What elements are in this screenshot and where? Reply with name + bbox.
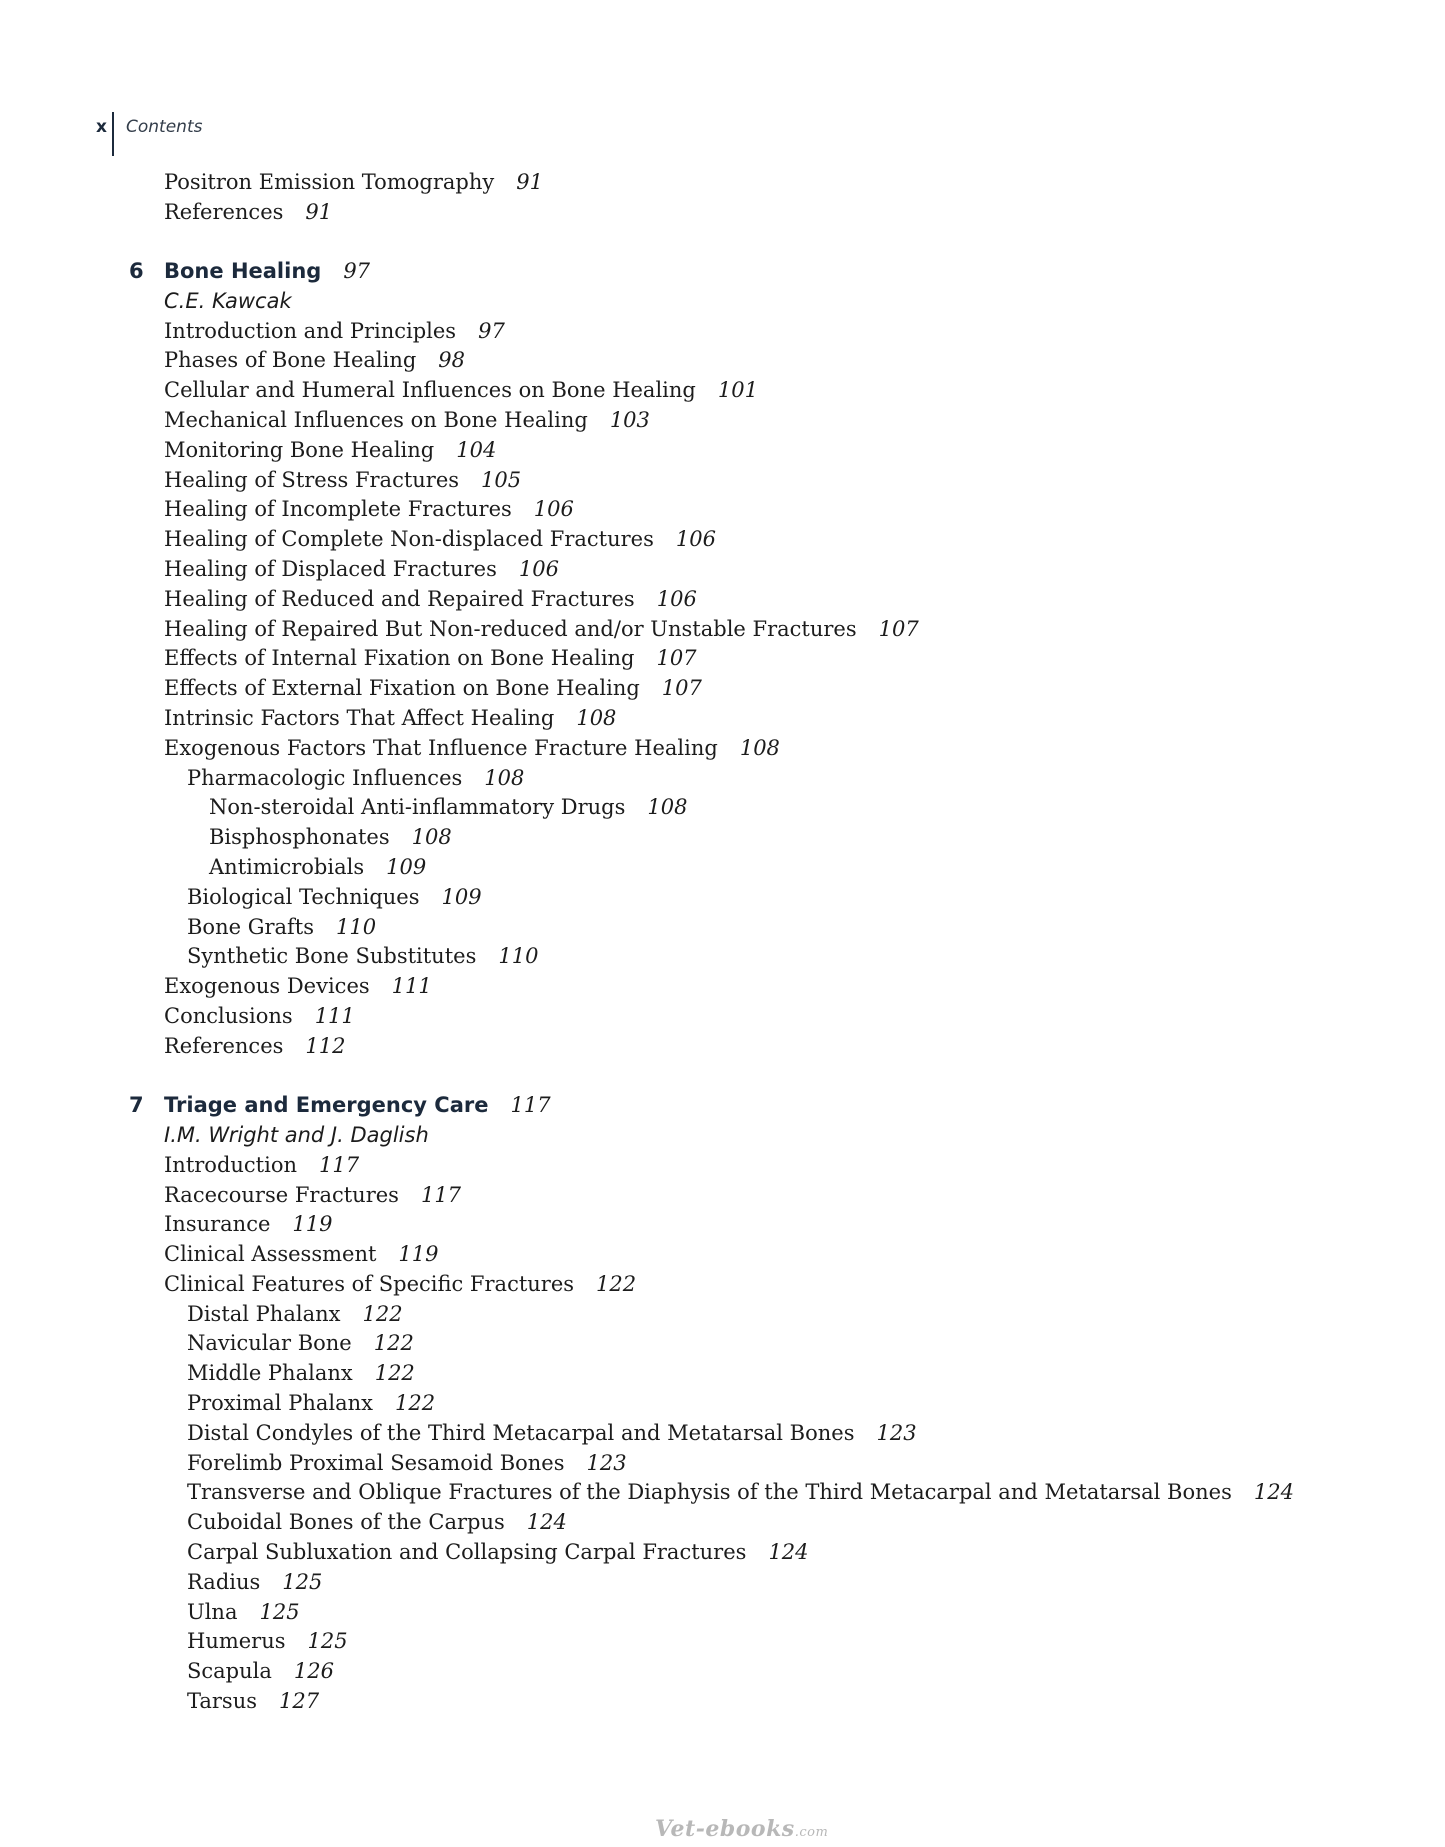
watermark-suffix: .com	[794, 1825, 829, 1840]
toc-entry[interactable]	[0, 1598, 1445, 1628]
toc-entry[interactable]	[0, 495, 1445, 525]
toc-entry[interactable]	[0, 644, 1445, 674]
page-reference: 117	[319, 1152, 360, 1177]
entry-title: Pharmacologic Influences	[187, 765, 463, 790]
toc-entry[interactable]	[0, 198, 1445, 228]
toc-entry[interactable]	[0, 1538, 1445, 1568]
entry-title: Middle Phalanx	[187, 1361, 353, 1386]
entry-title: Clinical Features of Specific Fractures	[164, 1271, 575, 1296]
chapter-heading[interactable]	[0, 1091, 1445, 1121]
entry-title: Radius	[187, 1569, 261, 1594]
entry-title: Positron Emission Tomography	[164, 170, 495, 194]
page-reference: 103	[609, 408, 650, 433]
toc-entry[interactable]	[0, 346, 1445, 376]
page-reference: 109	[386, 855, 427, 880]
page-reference: 124	[768, 1540, 809, 1565]
toc-entry[interactable]	[0, 466, 1445, 496]
entry-title: References	[164, 1033, 284, 1058]
author-name: C.E. Kawcak	[164, 288, 292, 313]
entry-title: Distal Condyles of the Third Metacarpal and Metatarsal Bones	[187, 1420, 855, 1445]
entry-title: Healing of Displaced Fractures	[164, 557, 497, 582]
toc-entry[interactable]	[0, 1627, 1445, 1657]
entry-title: Exogenous Devices	[164, 974, 370, 999]
page-reference: 106	[533, 497, 574, 522]
toc-entry[interactable]	[0, 1508, 1445, 1538]
entry-title: Ulna	[187, 1599, 238, 1624]
page-reference: 107	[878, 616, 919, 641]
page-reference: 119	[398, 1242, 439, 1267]
page-reference: 111	[314, 1004, 355, 1029]
page-reference: 108	[576, 706, 617, 731]
page-reference: 112	[305, 1033, 346, 1058]
entry-title: Carpal Subluxation and Collapsing Carpal Fractures	[187, 1540, 747, 1565]
toc-entry[interactable]	[0, 168, 1445, 198]
entry-title: Exogenous Factors That Influence Fracture Healing	[164, 735, 718, 760]
page-reference: 127	[279, 1689, 320, 1714]
toc-entry[interactable]	[0, 436, 1445, 466]
page-reference: 97	[478, 318, 505, 343]
page-reference: 125	[282, 1569, 323, 1594]
entry-title: Non-steroidal Anti-inflammatory Drugs	[209, 795, 626, 820]
page-reference: 124	[1253, 1480, 1294, 1505]
entry-title: Healing of Reduced and Repaired Fractures	[164, 586, 635, 611]
toc-entry[interactable]	[0, 1181, 1445, 1211]
entry-title: Insurance	[164, 1212, 271, 1237]
entry-title: Scapula	[187, 1659, 272, 1684]
toc-entry[interactable]	[0, 823, 1445, 853]
entry-title: Tarsus	[187, 1689, 258, 1714]
toc-entry[interactable]	[0, 734, 1445, 764]
toc-entry[interactable]	[0, 525, 1445, 555]
header-divider	[112, 112, 114, 156]
page-reference: 111	[391, 974, 432, 999]
toc-entry[interactable]	[0, 555, 1445, 585]
entry-title: Intrinsic Factors That Affect Healing	[164, 706, 555, 731]
entry-title: Distal Phalanx	[187, 1301, 341, 1326]
toc-entry[interactable]	[0, 317, 1445, 347]
entry-title: Effects of External Fixation on Bone Healing	[164, 676, 640, 701]
page-reference: 123	[876, 1420, 917, 1445]
toc-entry[interactable]	[0, 853, 1445, 883]
toc-entry[interactable]	[0, 1419, 1445, 1449]
page-reference: 97	[343, 259, 371, 284]
toc-entry[interactable]	[0, 674, 1445, 704]
page-reference: 126	[293, 1659, 334, 1684]
entry-title: Introduction and Principles	[164, 318, 457, 343]
chapter-heading[interactable]	[0, 257, 1445, 287]
toc-entry[interactable]	[0, 972, 1445, 1002]
entry-title: Antimicrobials	[209, 855, 365, 880]
entry-title: Mechanical Influences on Bone Healing	[164, 408, 588, 433]
page-reference: 125	[307, 1629, 348, 1654]
author-name: I.M. Wright and J. Daglish	[164, 1122, 429, 1147]
entry-title: Navicular Bone	[187, 1331, 352, 1356]
page-reference: 106	[675, 527, 716, 552]
toc-entry[interactable]	[0, 615, 1445, 645]
page-reference: 98	[438, 348, 466, 373]
entry-title: Healing of Stress Fractures	[164, 467, 460, 492]
entry-title: Effects of Internal Fixation on Bone Healing	[164, 646, 635, 671]
toc-entry[interactable]	[0, 704, 1445, 734]
toc-entry[interactable]	[0, 1389, 1445, 1419]
entry-title: Proximal Phalanx	[187, 1391, 373, 1416]
page-reference: 108	[647, 795, 688, 820]
toc-entry[interactable]	[0, 793, 1445, 823]
table-of-contents	[0, 168, 1445, 1717]
page-reference: 91	[305, 199, 333, 224]
page-reference: 123	[586, 1450, 627, 1475]
toc-entry[interactable]	[0, 1568, 1445, 1598]
page-reference: 110	[498, 944, 539, 969]
toc-entry[interactable]	[0, 1032, 1445, 1062]
entry-title: Healing of Incomplete Fractures	[164, 497, 512, 522]
page-number: x	[96, 117, 107, 137]
page-reference: 107	[656, 646, 697, 671]
toc-entry[interactable]	[0, 1300, 1445, 1330]
entry-title: Racecourse Fractures	[164, 1182, 399, 1207]
toc-entry[interactable]	[0, 1329, 1445, 1359]
entry-title: Healing of Complete Non-displaced Fractures	[164, 527, 654, 552]
entry-title: Clinical Assessment	[164, 1242, 377, 1267]
toc-entry[interactable]	[0, 585, 1445, 615]
entry-title: Conclusions	[164, 1004, 293, 1029]
toc-entry[interactable]	[0, 1270, 1445, 1300]
page-reference: 91	[516, 170, 543, 194]
entry-title: Introduction	[164, 1152, 297, 1177]
toc-entry[interactable]	[0, 376, 1445, 406]
page-reference: 119	[292, 1212, 333, 1237]
chapter-author	[0, 1121, 1445, 1151]
toc-entry[interactable]	[0, 1657, 1445, 1687]
page-reference: 107	[661, 676, 702, 701]
page-reference: 117	[510, 1093, 551, 1118]
chapter-title: Bone Healing	[164, 259, 322, 284]
toc-entry[interactable]	[0, 1359, 1445, 1389]
entry-title: Bone Grafts	[187, 914, 315, 939]
page-reference: 109	[441, 884, 482, 909]
page-reference: 122	[362, 1301, 403, 1326]
toc-entry[interactable]	[0, 1240, 1445, 1270]
running-head	[96, 112, 202, 156]
watermark-text: Vet-ebooks	[655, 1816, 795, 1842]
page-reference: 104	[456, 437, 497, 462]
toc-entry[interactable]	[0, 406, 1445, 436]
page-reference: 122	[394, 1391, 436, 1416]
page-reference: 105	[481, 467, 522, 492]
entry-title: Biological Techniques	[187, 884, 420, 909]
entry-title: Forelimb Proximal Sesamoid Bones	[187, 1450, 565, 1475]
chapter-title: Triage and Emergency Care	[164, 1093, 489, 1118]
page-reference: 108	[739, 735, 780, 760]
page-reference: 122	[374, 1361, 415, 1386]
watermark-logo	[655, 1816, 828, 1842]
page-reference: 125	[259, 1599, 300, 1624]
toc-entry[interactable]	[0, 1002, 1445, 1032]
page-reference: 108	[484, 765, 525, 790]
entry-title: Cellular and Humeral Influences on Bone Healing	[164, 378, 696, 403]
entry-title: Phases of Bone Healing	[164, 348, 417, 373]
toc-entry[interactable]	[0, 764, 1445, 794]
entry-title: Synthetic Bone Substitutes	[187, 944, 477, 969]
toc-entry[interactable]	[0, 1478, 1445, 1508]
entry-title: Bisphosphonates	[209, 825, 390, 850]
entry-title: References	[164, 199, 284, 224]
chapter-author	[0, 287, 1445, 317]
entry-title: Healing of Repaired But Non-reduced and/or Unstable Fractures	[164, 616, 857, 641]
toc-entry[interactable]	[0, 1151, 1445, 1181]
running-head-title: Contents	[126, 117, 203, 137]
toc-entry[interactable]	[0, 1687, 1445, 1717]
page-reference: 117	[420, 1182, 462, 1207]
page-reference: 106	[518, 557, 559, 582]
entry-title: Monitoring Bone Healing	[164, 437, 435, 462]
entry-title: Humerus	[187, 1629, 286, 1654]
toc-entry[interactable]	[0, 913, 1445, 943]
page-reference: 124	[526, 1510, 567, 1535]
page-reference: 101	[717, 378, 758, 403]
toc-entry[interactable]	[0, 942, 1445, 972]
toc-entry[interactable]	[0, 1210, 1445, 1240]
toc-entry[interactable]	[0, 883, 1445, 913]
chapter-number: 7	[129, 1093, 144, 1118]
toc-entry[interactable]	[0, 1449, 1445, 1479]
page-reference: 122	[596, 1271, 637, 1296]
page-reference: 110	[336, 914, 377, 939]
page-reference: 106	[656, 586, 697, 611]
entry-title: Cuboidal Bones of the Carpus	[187, 1510, 505, 1535]
entry-title: Transverse and Oblique Fractures of the Diaphysis of the Third Metacarpal and Metatarsal Bones	[187, 1480, 1232, 1505]
page-reference: 108	[411, 825, 452, 850]
chapter-number: 6	[129, 259, 144, 284]
page-reference: 122	[373, 1331, 414, 1356]
